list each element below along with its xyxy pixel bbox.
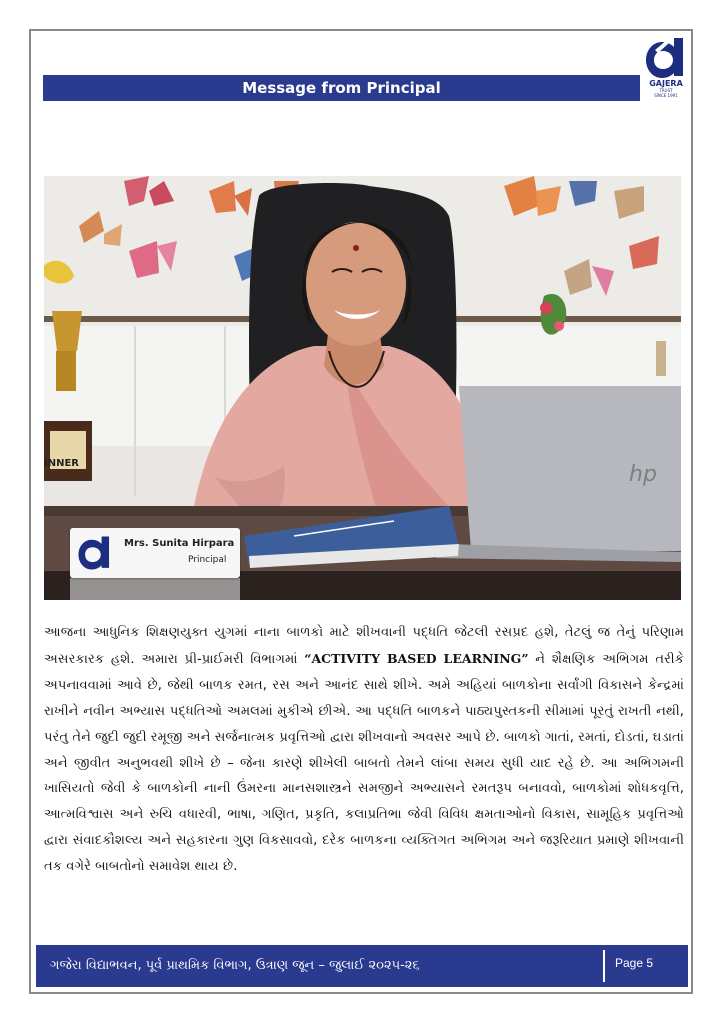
principal-role: Principal bbox=[188, 555, 227, 565]
message-part-1: આજના આધુનિક શિક્ષણયુક્ત યુગમાં નાના બાળકો માટે શીખવાની પદ્ધતિ જેટલી રસપ્રદ હશે, તેટલું જ તેનું પરિણામ અસરકારક હશે. અમારા પ્રી-પ્રાઈમરી વિભાગમાં bbox=[44, 625, 684, 667]
gajera-trust-logo bbox=[643, 36, 689, 102]
svg-text:INNER: INNER bbox=[44, 458, 79, 469]
page-number: Page 5 bbox=[603, 950, 683, 982]
logo-mark-icon bbox=[643, 36, 689, 80]
principal-nameplate bbox=[70, 528, 240, 578]
logo-subtitle: TRUST SINCE 1991 bbox=[654, 88, 678, 98]
svg-text:hp: hp bbox=[629, 462, 657, 487]
principal-message bbox=[44, 620, 684, 920]
activity-based-learning-highlight: “ACTIVITY BASED LEARNING” bbox=[304, 650, 529, 666]
message-part-2: ને શૈક્ષણિક અભિગમ તરીકે અપનાવવામાં આવે છે, જેથી બાળક રમત, રસ અને આનંદ સાથે શીખે. અમે અહિયાં બાળકોના સર્વાંગી વિકાસને કેન્દ્રમાં રાખીને નવીન અભ્યાસ પદ્ધતિઓ અમલમાં મુકીએ છીએ. આ પદ્ધતિ બાળકને પાઠ્યપુસ્તકની સીમામાં પૂરતું રાખતી નથી, પરંતુ તેને જુદી જુદી રમૂજી અને સર્જનાત્મક પ્રવૃત્તિઓ દ્વારા શીખવાનો અવસર આપે છે. બાળકો ગાતાં, રમતાં, દોડતાં, ઘડાતાં અને જીવીત અનુભવથી શીખે છે – જેના કારણે શીખેલી બાબતો તેમને લાંબા સમય સુધી યાદ રહે છે. આ અભિગમની ખાસિયતો જેવી કે બાળકોની નાની ઉંમરના માનસશાસ્ત્રને સમજીને અભ્યાસને રમતરૂપ બનાવવો, બાળકોમાં શોધકવૃત્તિ, આત્મવિશ્વાસ અને રુચિ વધારવી, ભાષા, ગણિત, પ્રકૃતિ, કલાપ્રતિભા જેવી વિવિધ ક્ષમતાઓનો વિકાસ, સામૂહિક પ્રવૃત્તિઓ દ્વારા સંવાદકૌશલ્ય અને સહકારના ગુણ વિકસાવવો, દરેક બાળકના વ્યક્તિગત અભિગમ અને જરૂરિયાત પ્રમાણે શીખવાની તક વગેરે બાબતોનો સમાવેશ થાય છે. bbox=[44, 651, 684, 875]
logo-name: GAJERA bbox=[649, 79, 683, 88]
page-title: Message from Principal bbox=[43, 75, 640, 101]
footer-school-info: ગજેરા વિદ્યાભવન, પૂર્વ પ્રાથમિક વિભાગ, ઉત્રાણ જૂન – જુલાઈ ૨૦૨૫-૨૬ bbox=[42, 950, 562, 982]
principal-name: Mrs. Sunita Hirpara bbox=[124, 538, 235, 549]
page-footer bbox=[36, 945, 688, 987]
nameplate-logo-icon bbox=[76, 534, 114, 572]
